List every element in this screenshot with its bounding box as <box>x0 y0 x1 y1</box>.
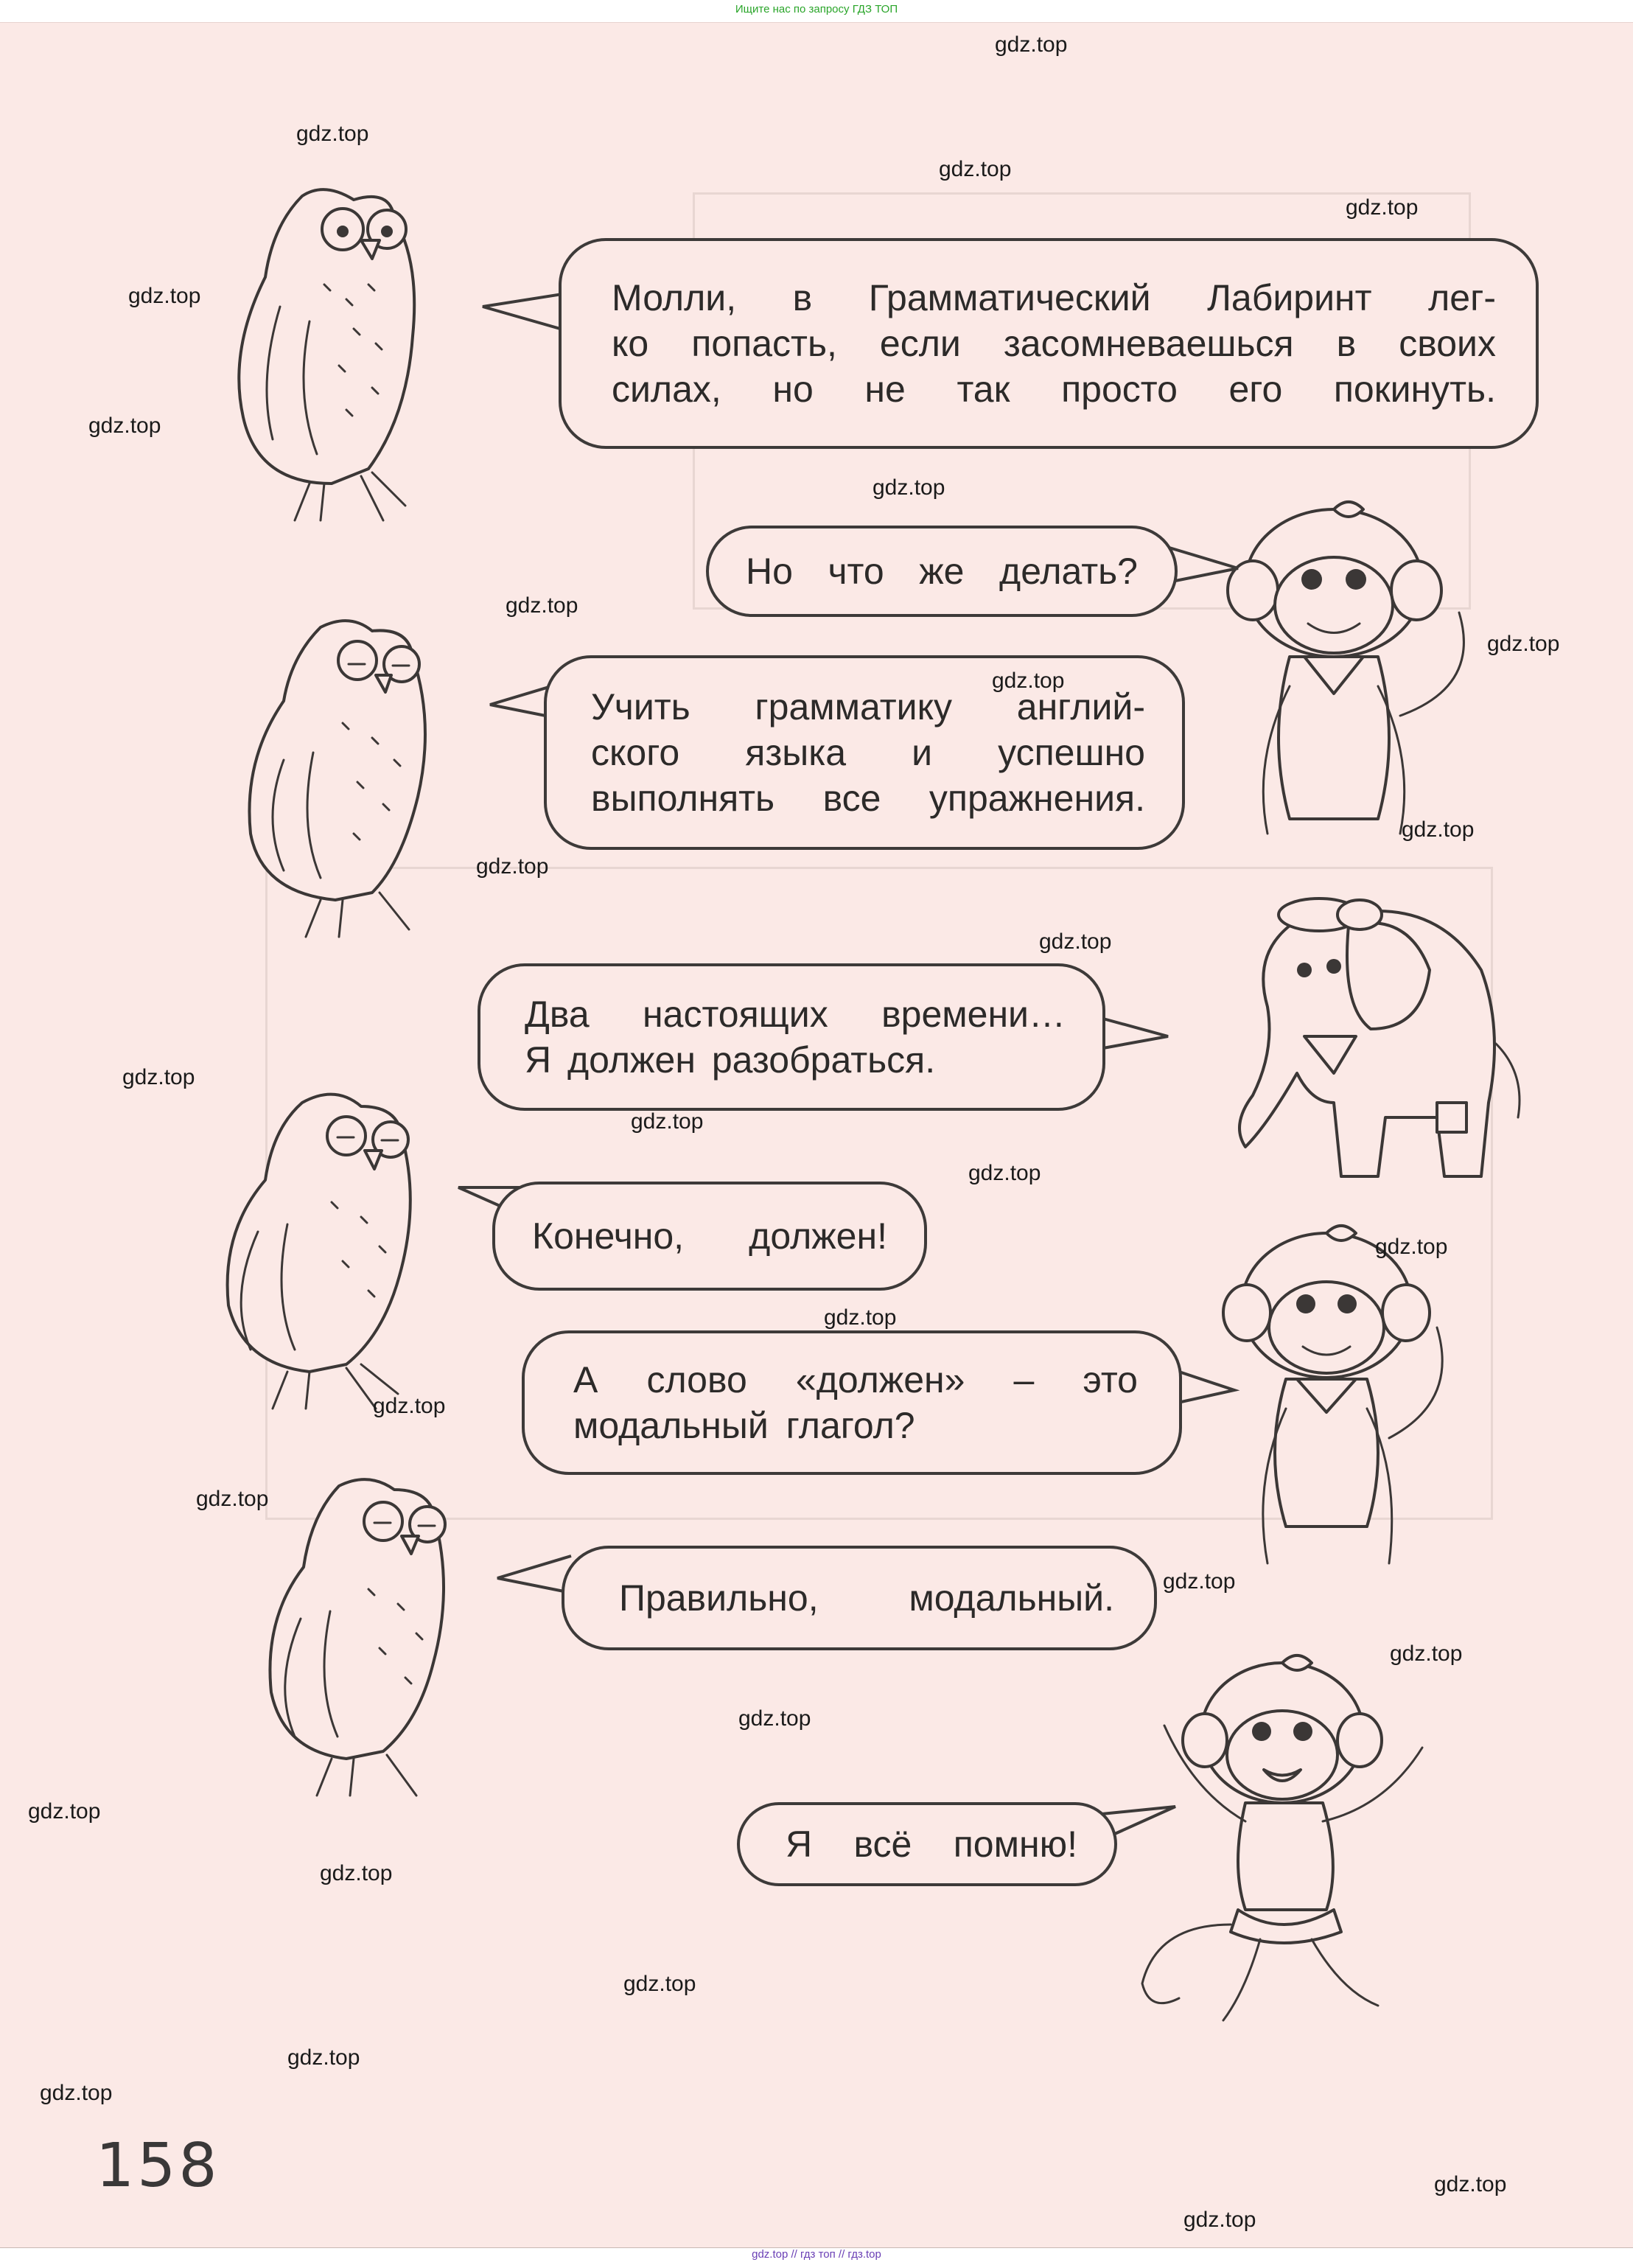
dialogue-line: ского языка и успешно <box>591 732 1145 773</box>
speech-bubble-owl <box>544 655 1185 850</box>
watermark: gdz.top <box>128 284 201 308</box>
dialogue-line: Учить грамматику англий- <box>591 686 1145 727</box>
owl-illustration <box>225 613 475 952</box>
owl-illustration <box>214 174 472 535</box>
dialogue-line: ко попасть, если засомневаешься в своих <box>612 323 1496 364</box>
page-number: 158 <box>96 2131 220 2201</box>
watermark: gdz.top <box>506 593 578 618</box>
watermark: gdz.top <box>88 414 161 438</box>
dialogue-line: Но что же делать? <box>746 551 1138 592</box>
watermark: gdz.top <box>995 32 1068 57</box>
watermark: gdz.top <box>738 1706 811 1731</box>
watermark: gdz.top <box>28 1799 101 1824</box>
watermark: gdz.top <box>287 2045 360 2070</box>
speech-bubble-monkey <box>706 526 1178 617</box>
dialogue-line: выполнять все упражнения. <box>591 778 1145 819</box>
dialogue-line: Молли, в Грамматический Лабиринт лег- <box>612 277 1496 318</box>
monkey-illustration <box>1135 1644 1444 2035</box>
speech-bubble-monkey <box>522 1330 1182 1475</box>
watermark: gdz.top <box>992 669 1065 693</box>
elephant-illustration <box>1201 882 1533 1198</box>
watermark: gdz.top <box>373 1394 446 1418</box>
speech-bubble-owl <box>562 1546 1157 1650</box>
watermark: gdz.top <box>873 475 945 500</box>
watermark: gdz.top <box>476 854 549 879</box>
watermark: gdz.top <box>1346 195 1419 220</box>
speech-bubble-monkey <box>737 1802 1117 1886</box>
watermark: gdz.top <box>824 1305 897 1330</box>
speech-bubble-tail <box>497 1549 571 1608</box>
dialogue-line: Правильно, модальный. <box>619 1577 1114 1619</box>
dialogue-line: модальный глагол? <box>573 1405 915 1446</box>
owl-illustration <box>243 1471 486 1818</box>
speech-bubble-owl <box>559 238 1539 449</box>
speech-bubble-elephant <box>478 963 1105 1111</box>
dialogue-line: силах, но не так просто его покинуть. <box>612 369 1496 410</box>
watermark: gdz.top <box>122 1065 195 1089</box>
monkey-illustration <box>1223 495 1489 863</box>
watermark: gdz.top <box>40 2081 113 2105</box>
watermark: gdz.top <box>1183 2208 1256 2232</box>
watermark: gdz.top <box>968 1161 1041 1185</box>
monkey-illustration <box>1216 1217 1466 1585</box>
watermark: gdz.top <box>320 1861 393 1885</box>
watermark: gdz.top <box>1487 632 1560 656</box>
speech-bubble-owl <box>492 1182 927 1291</box>
dialogue-line: Конечно, должен! <box>532 1215 887 1257</box>
watermark: gdz.top <box>1390 1641 1463 1666</box>
dialogue-line: Я должен разобраться. <box>525 1039 936 1081</box>
watermark: gdz.top <box>1434 2172 1507 2197</box>
watermark: gdz.top <box>939 157 1012 181</box>
watermark: gdz.top <box>1163 1569 1236 1594</box>
watermark: gdz.top <box>196 1487 269 1511</box>
dialogue-line: Два настоящих времени… <box>525 994 1066 1035</box>
owl-illustration <box>206 1084 457 1431</box>
dialogue-line: Я всё помню! <box>786 1824 1077 1865</box>
watermark: gdz.top <box>623 1972 696 1996</box>
dialogue-line: А слово «должен» – это <box>573 1359 1138 1400</box>
watermark: gdz.top <box>1402 817 1475 842</box>
top-banner[interactable]: Ищите нас по запросу ГДЗ ТОП <box>735 3 898 15</box>
bottom-banner[interactable]: gdz.top // гдз топ // гдз.top <box>752 2248 881 2261</box>
watermark: gdz.top <box>631 1109 704 1134</box>
watermark: gdz.top <box>1375 1235 1448 1259</box>
watermark: gdz.top <box>1039 929 1112 954</box>
watermark: gdz.top <box>296 122 369 146</box>
textbook-page <box>0 22 1633 2248</box>
